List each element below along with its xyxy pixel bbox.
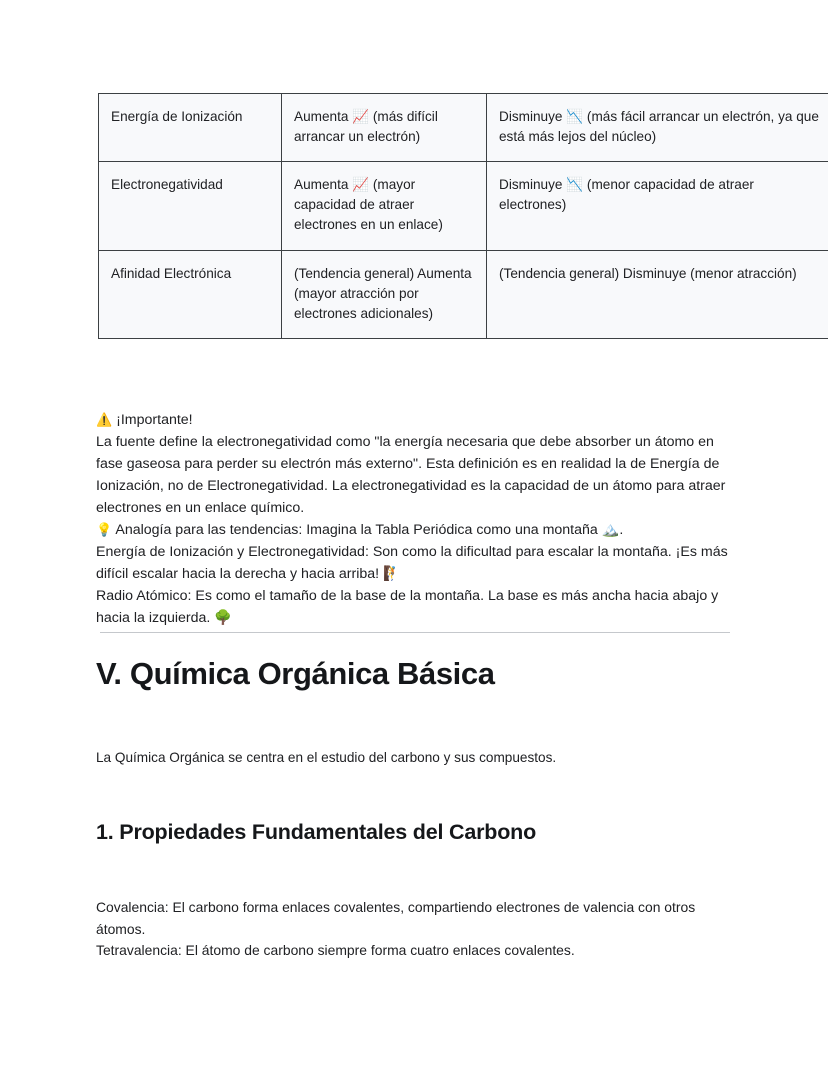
table-cell-property: Afinidad Electrónica	[99, 250, 282, 338]
property-covalencia: Covalencia: El carbono forma enlaces covalentes, compartiendo electrones de valencia con otros átomos.	[96, 899, 696, 937]
note-paragraph: La fuente define la electronegatividad como "la energía necesaria que debe absorber un átomo en fase gaseosa para perder su electrón más externo". Esta definición es en realidad la de Energía de Ionización, no de Electronegatividad. La electronegatividad es la capacidad de un átomo para atraer electrones en un enlace químico.	[96, 434, 726, 517]
page-title: V. Química Orgánica Básica	[96, 656, 495, 691]
table-cell-across: Aumenta 📈 (más difícil arrancar un electrón)	[282, 94, 487, 162]
note-analogy-text: Analogía para las tendencias: Imagina la Tabla Periódica como una montaña 🏔️.	[115, 522, 624, 539]
property-tetravalencia: Tetravalencia: El átomo de carbono siempre forma cuatro enlaces covalentes.	[96, 942, 575, 959]
subsection-title: 1. Propiedades Fundamentales del Carbono	[96, 820, 537, 844]
table-cell-across: Aumenta 📈 (mayor capacidad de atraer electrones en un enlace)	[282, 162, 487, 250]
note-warning-title: ¡Importante!	[116, 412, 193, 428]
note-atomic-radius-line: Radio Atómico: Es como el tamaño de la base de la montaña. La base es más ancha hacia abajo y hacia la izquierda. 🌳	[96, 588, 719, 627]
note-warning-heading	[96, 409, 736, 431]
table-row	[99, 162, 828, 250]
table-cell-property: Energía de Ionización	[99, 94, 282, 162]
lightbulb-icon: 💡	[96, 523, 113, 539]
section-divider	[100, 632, 730, 633]
note-ionization-line: Energía de Ionización y Electronegatividad: Son como la dificultad para escalar la montaña. ¡Es más difícil escalar hacia la derecha y hacia arriba! 🧗	[96, 544, 728, 583]
periodic-trends-table	[98, 93, 828, 339]
table-cell-property: Electronegatividad	[99, 162, 282, 250]
carbon-properties-block	[96, 897, 736, 962]
periodic-trends-table-wrapper	[98, 93, 819, 339]
warning-icon: ⚠️	[96, 413, 113, 428]
note-analogy-heading	[96, 519, 736, 541]
table-cell-down: Disminuye 📉 (más fácil arrancar un electrón, ya que está más lejos del núcleo)	[487, 94, 828, 162]
important-note-block	[96, 409, 736, 629]
table-cell-down: Disminuye 📉 (menor capacidad de atraer electrones)	[487, 162, 828, 250]
table-row	[99, 250, 828, 338]
table-cell-down: (Tendencia general) Disminuye (menor atracción)	[487, 250, 828, 338]
section-intro-paragraph: La Química Orgánica se centra en el estudio del carbono y sus compuestos.	[96, 750, 557, 765]
table-row	[99, 94, 828, 162]
table-cell-across: (Tendencia general) Aumenta (mayor atracción por electrones adicionales)	[282, 250, 487, 338]
